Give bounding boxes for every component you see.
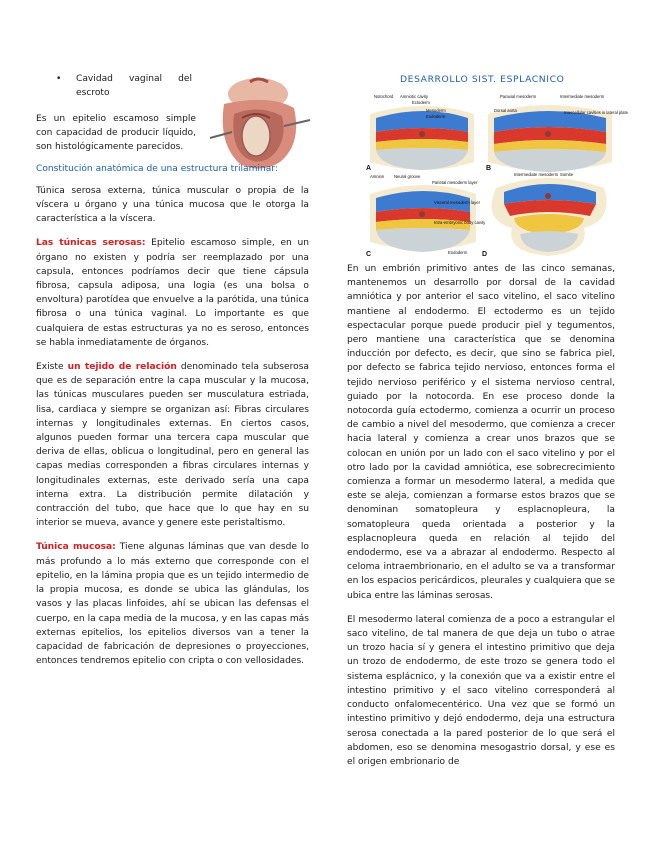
label-mesoderm: Mesoderm — [426, 108, 446, 113]
relacion-paragraph — [36, 360, 309, 530]
serosas-paragraph — [36, 236, 309, 350]
right-column — [347, 262, 615, 769]
label-amnion: Amnion — [370, 174, 385, 179]
panel-a — [366, 94, 474, 172]
label-notochord: Notochord — [374, 94, 394, 99]
mucosa-paragraph — [36, 540, 309, 668]
tunicas-paragraph: Túnica serosa externa, túnica muscular o propia de la víscera u órgano y una túnica mucosa que le otorga la característica a la víscera. — [36, 185, 309, 225]
section-heading: Constitución anatómica de una estructura trilaminar: — [36, 163, 278, 174]
bullet-dot: • — [56, 74, 62, 84]
label-intermediate: Intermediate mesoderm — [560, 94, 605, 99]
serosas-text: Epitelio escamoso simple, en un órgano no existen y podría ser reemplazado por una capsula, entonces podríamos decir que tiene cápsula fibrosa, capsula adiposa, una logia (es una bolsa o envoltura) parotídea que envuelve a la parótida, una túnica fibrosa o una túnica vaginal. Lo importante es que cualquiera de estas estructuras ya no es seroso, entonces se habla inmediatamente de órganos. — [36, 238, 309, 348]
label-dorsal-aorta: Dorsal aorta — [494, 108, 517, 113]
figure-title: DESARROLLO SIST. ESPLACNICO — [400, 74, 565, 85]
relacion-text: denominado tela subserosa que es de separación entre la capa muscular y la mucosa, las túnicas musculares pueden ser musculatura estriada, lisa, cardiaca y siempre se organizan así: Fibras circulares internas y longitudinales externas. En ciertos casos, algunos pueden formar una tercera capa muscular que deriva de ellas, oblicua o longitudinal, pero en general las capas medias corresponden a fibras circulares internas y longitudinales externas, este derivado sería una capa interna extra. La distribución permite dilatación y contracción del tubo, que hace que lo que hay en su interior se mueva, avance y genere este peristaltismo. — [36, 362, 310, 529]
label-intercellular: Intercellular cavities in lateral plate — [564, 110, 629, 115]
panel-d — [482, 172, 607, 258]
label-amniotic: Amniotic cavity — [400, 94, 428, 99]
intro-paragraph: Es un epitelio escamoso simple con capacidad de producir líquido, son histológicamente parecidos. — [36, 114, 196, 153]
label-d: D — [482, 251, 488, 258]
label-intermediate-d: Intermediate mesoderm — [514, 172, 559, 177]
label-paraxial: Paraxial mesoderm — [500, 94, 537, 99]
label-endoderm: Endoderm — [426, 114, 446, 119]
label-somite: Somite — [560, 172, 574, 177]
right-paragraph-2: El mesodermo lateral comienza de a poco a estrangular el saco vitelino, de tal manera de que deja un tubo o atrae un trozo hacia sí y genera el intestino primitivo que deja un trozo de endodermo, de este trozo se genera todo el sistema esplácnico, y la conexión que va a existir entre el intestino primitivo y el saco vitelino corresponderá al conducto onfalomecentérico. Una vez que se formó un intestino primitivo y dejó endodermo, deja una estructura serosa conectada a la pared posterior de lo que será el abdomen, eso se denomina mesogastrio dorsal, y ese es el origen embrionario de — [347, 614, 615, 767]
relacion-pre: Existe — [36, 362, 68, 373]
label-neural-groove: Neural groove — [394, 174, 421, 179]
label-c: C — [366, 251, 372, 258]
left-column — [36, 70, 309, 668]
embryo-figure — [364, 92, 629, 258]
bullet-text: Cavidad vaginal del escroto — [76, 74, 192, 99]
relacion-label: un tejido de relación — [67, 362, 177, 373]
mucosa-label: Túnica mucosa: — [36, 542, 116, 553]
panel-c — [366, 174, 486, 258]
label-a: A — [366, 165, 372, 172]
label-visceral: Visceral mesoderm layer — [434, 200, 481, 205]
label-intraembryonic: Intra-embryonic body cavity — [434, 220, 486, 225]
panel-b — [486, 94, 629, 172]
serosas-label: Las túnicas serosas: — [36, 238, 146, 249]
mucosa-text: Tiene algunas láminas que van desde lo más profundo a lo más externo que corresponde con el epitelio, en la lámina propia que es un tejido intermedio de la propia mucosa, es donde se ubica las glándulas, los vasos y las placas linfoides, ahí se ubican las defensas el cuerpo, en la capa media de la mucosa, y en las capas más externas epitelios, los epitelios diversos van a tener la capacidad de fabricación de depresiones o proyecciones, entonces tendremos epitelio con cripta o con vellosidades. — [36, 542, 309, 667]
label-endoderm-c: Endoderm — [448, 250, 468, 255]
label-b: B — [486, 165, 492, 172]
right-paragraph-1: En un embrión primitivo antes de las cinco semanas, mantenemos un desarrollo por dorsal de la cavidad amniótica y por anterior el saco vitelino, el saco vitelino mantiene al endodermo. El ectodermo es un tejido espectacular porque puede producir piel y tegumentos, pero mantiene una característica que se denomina inducción por defecto, es decir, que sino se fabrica piel, por defecto se fabrica tejido nervioso, entonces forma el tejido nervioso periférico y el sistema nervioso central, guiado por la notocorda. En ese proceso donde la notocorda guía ectodermo, comienza a ocurrir un proceso de cambio a nivel del mesodermo, que comienza a crecer hacia lateral y comienza a crear unos brazos que se colocan en unión por un lado con el saco vitelino y por el otro lado por la cavidad amniótica, ese sobrecrecimiento comienza a formar un mesodermo lateral, a medida que este se aleja, comienzan a formarse estos brazos que se denominan somatopleura y esplacnopleura, la somatopleura queda orientada a posterior y la esplacnopleura queda en relación al tejido del endodermo, ese va a abrazar al endodermo. Respecto al celoma intraembrionario, en el adulto se va a transformar en los espacios pericárdicos, pleurales y cualquiera que se ubica entre las láminas serosas. — [347, 264, 615, 601]
label-parietal: Parietal mesoderm layer — [432, 180, 478, 185]
label-ectoderm: Ectoderm — [412, 100, 430, 105]
